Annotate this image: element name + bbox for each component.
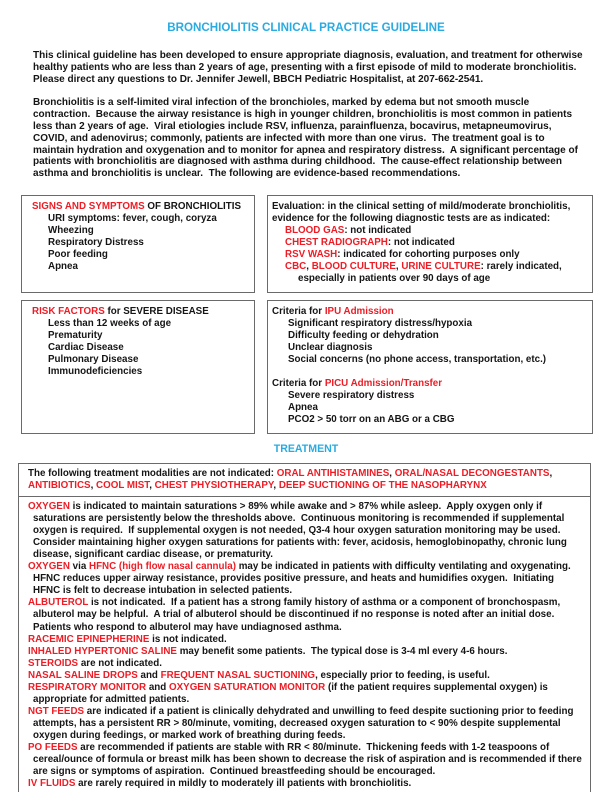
signs-symptoms-item: Poor feeding [48, 248, 108, 260]
risk-factor-item: Pulmonary Disease [48, 353, 139, 365]
treatment-box [18, 463, 591, 792]
treatment-para-ngt-feeds: NGT FEEDS are indicated if a patient is clinically dehydrated and unwilling to feed despite suctioning prior to feeding attempts, has a persistent RR > 80/minute, vomiting, decreased oxygen saturation to < 90% despite supplemental oxygen during feedings, or marked work of breathing during feeds. [28, 705, 577, 741]
signs-symptoms-item: Respiratory Distress [48, 236, 144, 248]
risk-factor-item: Prematurity [48, 329, 103, 341]
intro-paragraph-background: Bronchiolitis is a self-limited viral infection of the bronchioles, marked by edema but not smooth muscle contraction. Because the airway resistance is high in younger children, bronchiolitis is most common in patients less than 2 years of age. Viral etiologies include RSV, influenza, parainfluenza, bocavirus, metapneumovirus, COVID, and adenovirus; commonly, patients are infected with more than one virus. The treatment goal is to maintain hydration and oxygenation and to monitor for apnea and respiratory distress. A significant percentage of patients with bronchiolitis are diagnosed with asthma during childhood. The cause-effect relationship between asthma and bronchiolitis is unclear. The following are evidence-based recommendations. [33, 97, 581, 180]
signs-symptoms-item: Apnea [48, 260, 78, 272]
risk-factor-item: Less than 12 weeks of age [48, 317, 172, 329]
ipu-admission-item: Difficulty feeding or dehydration [288, 329, 439, 341]
evaluation-test-note: especially in patients over 90 days of age [298, 272, 491, 284]
treatment-para-monitors: RESPIRATORY MONITOR and OXYGEN SATURATION MONITOR (if the patient requires supplemental oxygen) is appropriate for admitted patients. [28, 681, 551, 705]
evaluation-test-blood-gas: BLOOD GAS: not indicated [285, 224, 412, 236]
treatment-para-iv-fluids: IV FLUIDS are rarely required in mildly to moderately ill patients with bronchiolitis. [28, 778, 412, 790]
treatment-para-oxygen: OXYGEN is indicated to maintain saturations > 89% while awake and > 87% while asleep. Apply oxygen only if saturations are persistently below the thresholds above. Continuous monitoring is recommended if supplemental oxygen is required. If supplemental oxygen is not needed, Q3-4 hour oxygen saturation monitoring may be used. Consider maintaining higher oxygen saturations for patients with: fever, acidosis, hemoglobinopathy, chronic lung disease, significant cardiac disease, or prematurity. [28, 501, 570, 561]
signs-symptoms-item: Wheezing [48, 224, 94, 236]
treatment-para-albuterol: ALBUTEROL is not indicated. If a patient has a strong family history of asthma or a component of bronchospasm, albuterol may be helpful. A trial of albuterol should be discontinued if no response is noted after an initial dose. Patients who respond to albuterol may have undiagnosed asthma. [28, 597, 563, 633]
evaluation-box [267, 195, 593, 293]
ipu-admission-item: Unclear diagnosis [288, 341, 373, 353]
ipu-admission-item: Significant respiratory distress/hypoxia [288, 317, 473, 329]
picu-admission-heading: Criteria for PICU Admission/Transfer [272, 377, 443, 389]
treatment-para-racemic-epinepherine: RACEMIC EPINEPHERINE is not indicated. [28, 633, 227, 645]
risk-factor-item: Immunodeficiencies [48, 365, 143, 377]
page-title: BRONCHIOLITIS CLINICAL PRACTICE GUIDELINE [167, 21, 445, 34]
evaluation-test-chest-radiograph: CHEST RADIOGRAPH: not indicated [285, 236, 455, 248]
picu-admission-item: Severe respiratory distress [288, 389, 415, 401]
admission-criteria-box [267, 300, 593, 434]
treatment-para-po-feeds: PO FEEDS are recommended if patients are stable with RR < 80/minute. Thickening feeds with 1-2 teaspoons of cereal/ounce of formula or breast milk has been shown to decrease the risk of aspiration and is recommended if there are signs or symptoms of aspiration. Continued breastfeeding should be encouraged. [28, 742, 585, 778]
ipu-admission-heading: Criteria for IPU Admission [272, 305, 394, 317]
treatment-para-steroids: STEROIDS are not indicated. [28, 657, 162, 669]
evaluation-test-rsv-wash: RSV WASH: indicated for cohorting purposes only [285, 248, 520, 260]
intro-paragraph-purpose: This clinical guideline has been developed to ensure appropriate diagnosis, evaluation, and treatment for otherwise healthy patients who are less than 2 years of age, presenting with a first episode of mild to moderate bronchiolitis. Please direct any questions to Dr. Jennifer Jewell, BBCH Pediatric Hospitalist, at 207-662-2541. [33, 50, 586, 85]
treatment-para-inhaled-hypertonic-saline: INHALED HYPERTONIC SALINE may benefit some patients. The typical dose is 3-4 ml every 4-6 hours. [28, 645, 508, 657]
picu-admission-item: PCO2 > 50 torr on an ABG or a CBG [288, 413, 455, 425]
treatment-para-nasal-saline-suctioning: NASAL SALINE DROPS and FREQUENT NASAL SUCTIONING, especially prior to feeding, is useful. [28, 669, 490, 681]
treatment-section-heading: TREATMENT [273, 442, 339, 455]
risk-factor-item: Cardiac Disease [48, 341, 124, 353]
evaluation-test-cbc-cultures: CBC, BLOOD CULTURE, URINE CULTURE: rarely indicated, [285, 260, 562, 272]
treatment-para-oxygen-hfnc: OXYGEN via HFNC (high flow nasal cannula) may be indicated in patients with difficulty ventilating and oxygenating. HFNC reduces upper airway resistance, provides positive pressure, and heats and humidifies oxygen. Initiating HFNC is felt to decrease intubation in selected patients. [28, 561, 577, 597]
treatment-recommendations [19, 497, 590, 792]
risk-factors-box-title: RISK FACTORS for SEVERE DISEASE [32, 305, 209, 317]
risk-factors-box [21, 300, 255, 434]
admission-box-spacer [272, 366, 586, 378]
signs-symptoms-box-title: SIGNS AND SYMPTOMS OF BRONCHIOLITIS [32, 200, 242, 212]
picu-admission-item: Apnea [288, 401, 318, 413]
treatment-not-indicated-statement: The following treatment modalities are not indicated: ORAL ANTIHISTAMINES, ORAL/NASAL DECONGESTANTS, ANTIBIOTICS, COOL MIST, CHEST PHYSIOTHERAPY, DEEP SUCTIONING OF THE NASOPHARYNX [19, 464, 590, 497]
evaluation-box-intro: Evaluation: in the clinical setting of mild/moderate bronchiolitis, evidence for the following diagnostic tests are as indicated: [272, 200, 571, 224]
signs-symptoms-item: URI symptoms: fever, cough, coryza [48, 212, 217, 224]
ipu-admission-item: Social concerns (no phone access, transportation, etc.) [288, 353, 547, 365]
signs-symptoms-box [21, 195, 255, 293]
summary-boxes-grid [21, 195, 612, 434]
